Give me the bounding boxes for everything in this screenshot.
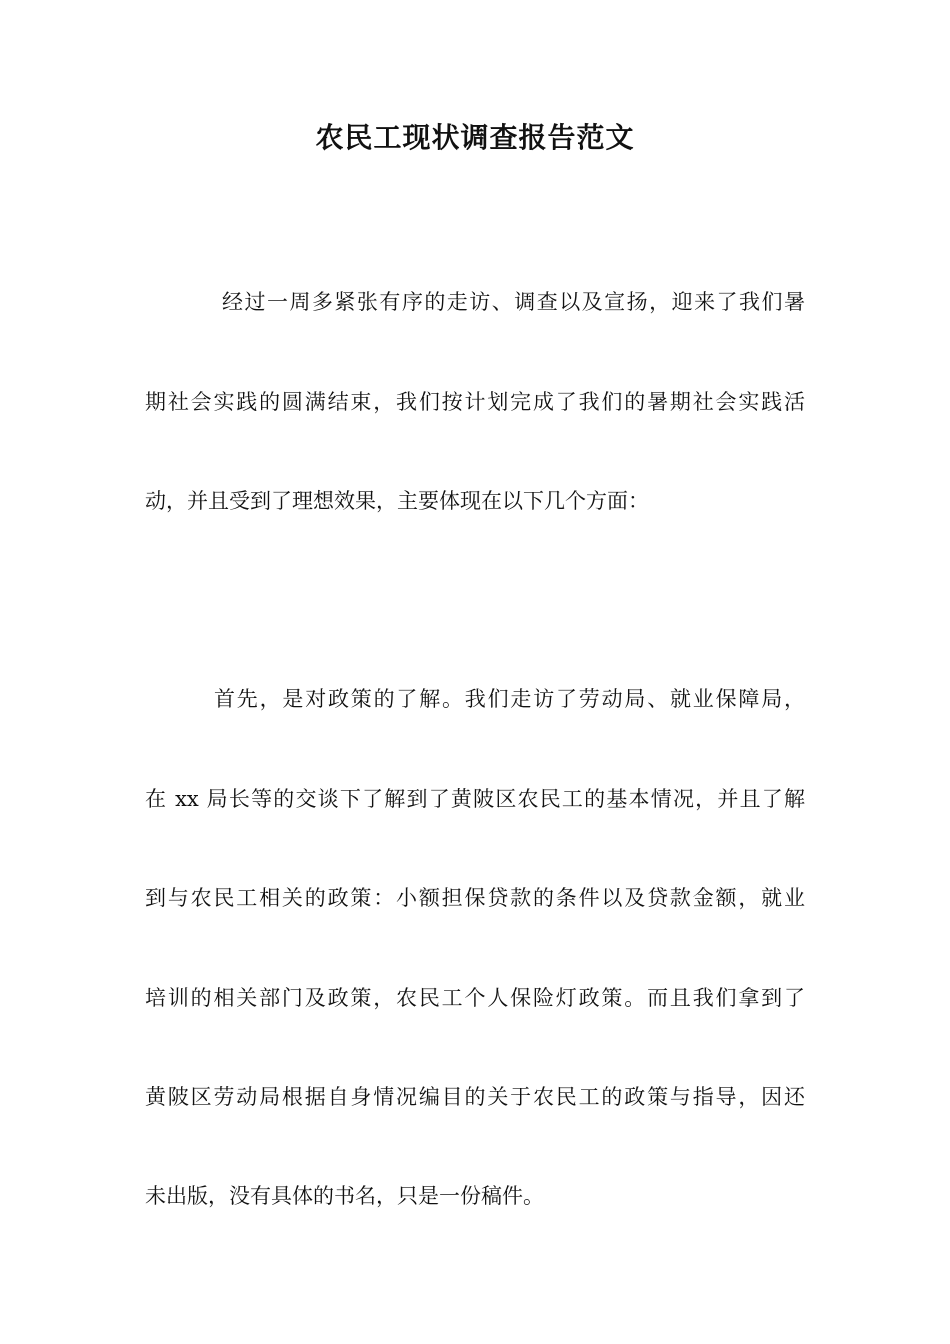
paragraph-2-line-6: 未出版，没有具体的书名，只是一份稿件。 [145, 1184, 544, 1208]
document-title: 农民工现状调查报告范文 [315, 121, 635, 154]
paragraph-2-line-4: 培训的相关部门及政策，农民工个人保险灯政策。而且我们拿到了 [145, 986, 805, 1010]
paragraph-1-line-1: 经过一周多紧张有序的走访、调查以及宣扬，迎来了我们暑 [222, 290, 805, 314]
paragraph-2-line-1: 首先，是对政策的了解。我们走访了劳动局、就业保障局， [214, 687, 805, 711]
paragraph-1-line-2: 期社会实践的圆满结束，我们按计划完成了我们的暑期社会实践活 [145, 390, 805, 414]
paragraph-2-line-2: 在 xx 局长等的交谈下了解到了黄陂区农民工的基本情况，并且了解 [145, 787, 805, 811]
paragraph-1-line-3: 动，并且受到了理想效果，主要体现在以下几个方面： [145, 489, 649, 513]
paragraph-2-line-5: 黄陂区劳动局根据自身情况编目的关于农民工的政策与指导，因还 [145, 1085, 805, 1109]
paragraph-2-line-3: 到与农民工相关的政策：小额担保贷款的条件以及贷款金额，就业 [145, 886, 805, 910]
